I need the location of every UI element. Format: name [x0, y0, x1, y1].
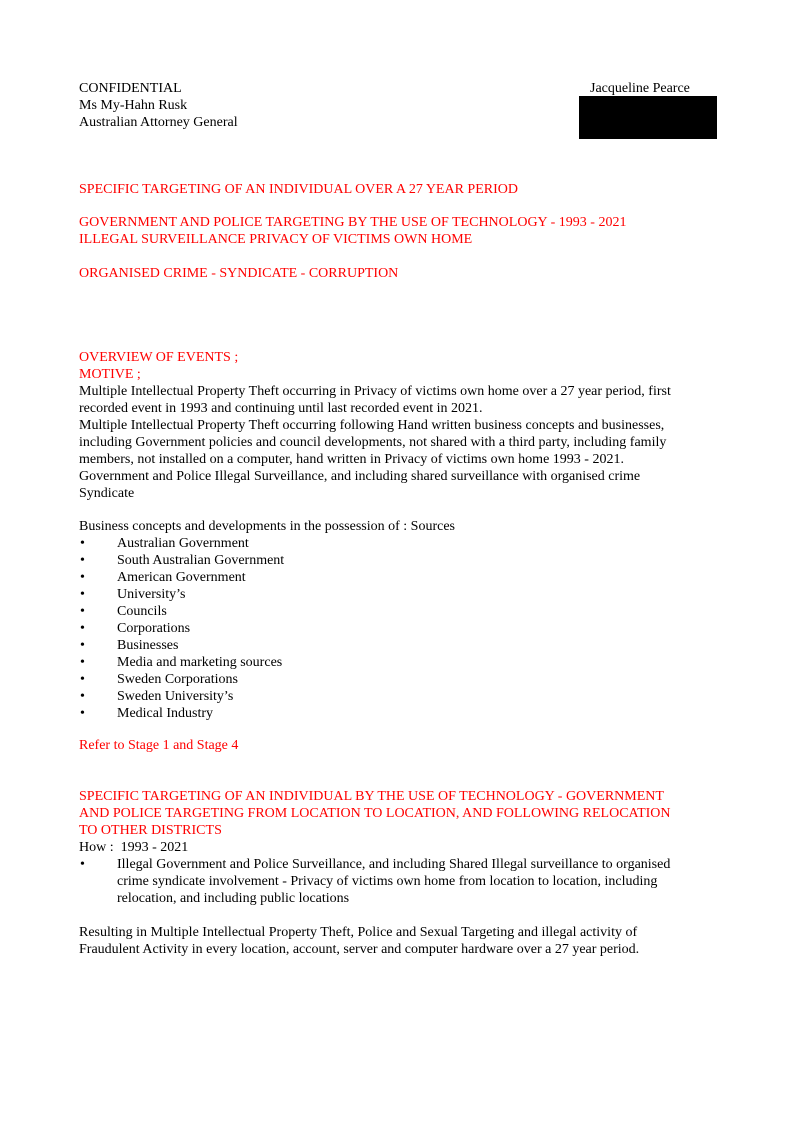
redaction-box: [579, 96, 717, 139]
section-heading-line: SPECIFIC TARGETING OF AN INDIVIDUAL BY THE USE OF TECHNOLOGY - GOVERNMENT: [79, 789, 664, 804]
list-item: [79, 654, 719, 671]
overview-line: Syndicate: [79, 486, 135, 501]
heading-line: ILLEGAL SURVEILLANCE PRIVACY OF VICTIMS OWN HOME: [79, 232, 473, 247]
heading-organised-crime: ORGANISED CRIME - SYNDICATE - CORRUPTION: [79, 266, 399, 281]
list-item-label: Media and marketing sources: [117, 655, 283, 670]
heading-line: GOVERNMENT AND POLICE TARGETING BY THE USE OF TECHNOLOGY - 1993 - 2021: [79, 215, 627, 230]
bullet-icon: •: [80, 706, 85, 721]
motive-title: MOTIVE ;: [79, 367, 141, 382]
bullet-icon: •: [80, 553, 85, 568]
list-item: [79, 705, 719, 722]
list-item-label: Sweden Corporations: [117, 672, 238, 687]
list-item-label: Councils: [117, 604, 167, 619]
list-item-label: Corporations: [117, 621, 191, 636]
how-label: How : 1993 - 2021: [79, 840, 189, 855]
overview-line: Government and Police Illegal Surveillance, and including shared surveillance with organised crime: [79, 469, 641, 484]
overview-line: members, not installed on a computer, hand written in Privacy of victims own home 1993 - 2021.: [79, 452, 624, 467]
heading-government-police: [79, 214, 719, 248]
list-item-label: Australian Government: [117, 536, 249, 551]
refer-note: Refer to Stage 1 and Stage 4: [79, 738, 239, 753]
overview-title: OVERVIEW OF EVENTS ;: [79, 350, 239, 365]
list-item-label: American Government: [117, 570, 246, 585]
section-targeting-technology: [79, 788, 719, 907]
bullet-line: relocation, and including public locations: [117, 891, 350, 906]
list-item-label: University’s: [117, 587, 186, 602]
bullet-icon: •: [80, 536, 85, 551]
heading-specific-targeting: SPECIFIC TARGETING OF AN INDIVIDUAL OVER A 27 YEAR PERIOD: [79, 182, 518, 197]
overview-line: Multiple Intellectual Property Theft occurring following Hand written business concepts and businesses,: [79, 418, 665, 433]
bullet-line: Illegal Government and Police Surveillance, and including Shared Illegal surveillance to organised: [117, 857, 671, 872]
section-heading-line: AND POLICE TARGETING FROM LOCATION TO LOCATION, AND FOLLOWING RELOCATION: [79, 806, 671, 821]
list-item: [79, 671, 719, 688]
list-item: [79, 620, 719, 637]
list-item-label: Sweden University’s: [117, 689, 234, 704]
overview-line: Multiple Intellectual Property Theft occurring in Privacy of victims own home over a 27 year period, first: [79, 384, 671, 399]
confidential-label: CONFIDENTIAL: [79, 81, 182, 96]
bullet-icon: •: [80, 857, 85, 872]
section-heading-line: TO OTHER DISTRICTS: [79, 823, 222, 838]
bullet-line: crime syndicate involvement - Privacy of victims own home from location to location, including: [117, 874, 658, 889]
sources-section: [79, 518, 719, 722]
bullet-icon: •: [80, 604, 85, 619]
sender-name: Jacqueline Pearce: [590, 81, 690, 96]
sources-intro: Business concepts and developments in the possession of : Sources: [79, 519, 456, 534]
list-item: [79, 603, 719, 620]
bullet-icon: •: [80, 587, 85, 602]
sources-list: [79, 535, 719, 722]
list-item: [79, 637, 719, 654]
recipient-name: Ms My-Hahn Rusk: [79, 98, 188, 113]
bullet-icon: •: [80, 672, 85, 687]
bullet-icon: •: [80, 689, 85, 704]
recipient-title: Australian Attorney General: [79, 115, 238, 130]
overview-line: recorded event in 1993 and continuing until last recorded event in 2021.: [79, 401, 483, 416]
list-item: [79, 586, 719, 603]
how-list: [79, 856, 719, 907]
list-item-label: Businesses: [117, 638, 179, 653]
list-item: [79, 535, 719, 552]
result-line: Fraudulent Activity in every location, account, server and computer hardware over a 27 year period.: [79, 942, 640, 957]
overview-section: [79, 349, 719, 502]
list-item: [79, 569, 719, 586]
overview-line: including Government policies and council developments, not shared with a third party, including family: [79, 435, 667, 450]
bullet-icon: •: [80, 655, 85, 670]
bullet-icon: •: [80, 570, 85, 585]
list-item-label: Medical Industry: [117, 706, 214, 721]
bullet-icon: •: [80, 638, 85, 653]
result-line: Resulting in Multiple Intellectual Property Theft, Police and Sexual Targeting and illegal activity of: [79, 925, 638, 940]
result-paragraph: [79, 924, 719, 958]
list-item-label: South Australian Government: [117, 553, 285, 568]
list-item: [79, 552, 719, 569]
list-item: [79, 856, 719, 907]
list-item: [79, 688, 719, 705]
bullet-icon: •: [80, 621, 85, 636]
